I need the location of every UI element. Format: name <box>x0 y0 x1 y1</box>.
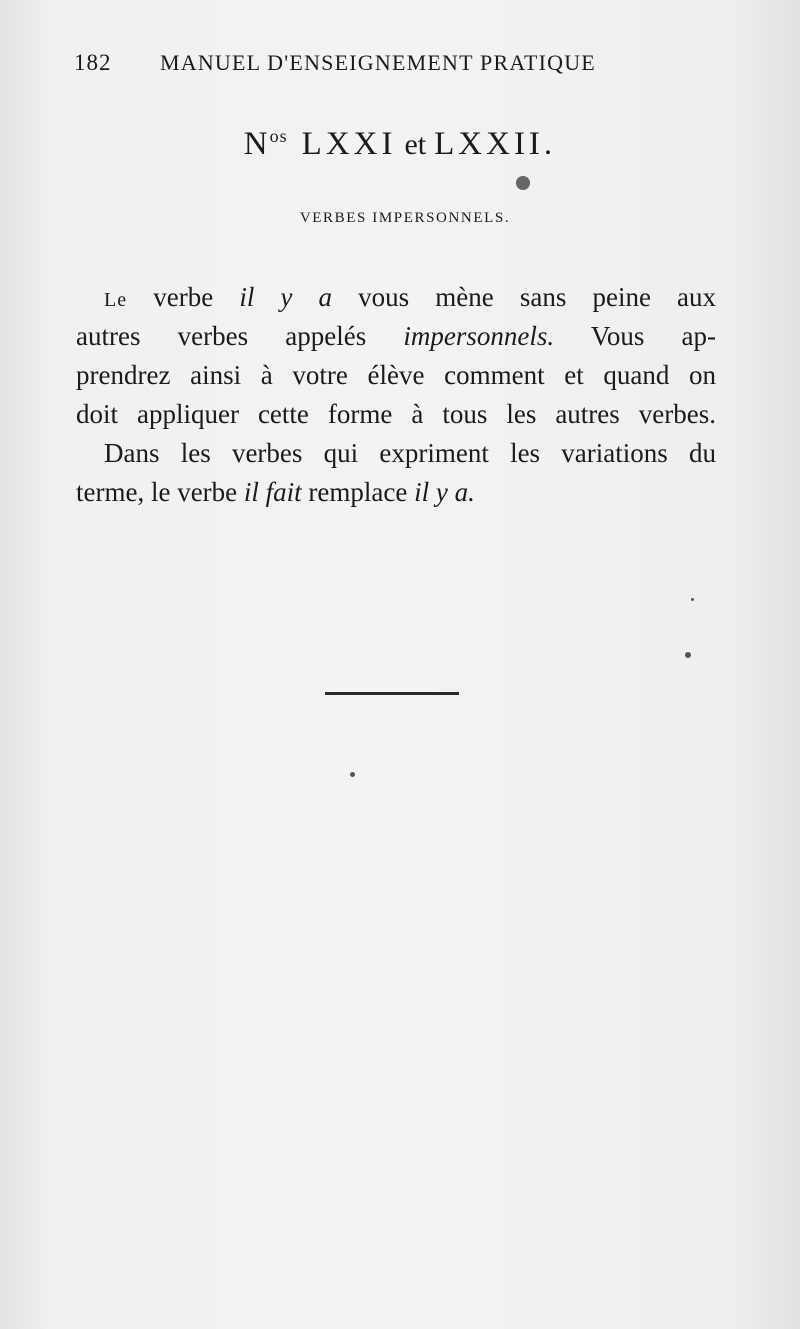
running-head <box>74 50 644 82</box>
paragraph-1-line-3: prendrez ainsi à votre élève comment et quand on <box>76 360 716 390</box>
paper-speck <box>516 176 530 190</box>
section-subtitle: VERBES IMPERSONNELS. <box>299 210 511 226</box>
section-nos: N <box>243 126 270 162</box>
running-title: MANUEL D'ENSEIGNEMENT PRATIQUE <box>160 50 596 75</box>
drop-word: Le <box>104 289 128 311</box>
end-rule <box>325 692 459 695</box>
italic-run: impersonnels. <box>403 321 555 351</box>
paragraph-1-line-4: doit appliquer cette forme à tous les autres verbes. <box>76 399 716 429</box>
paper-speck <box>350 772 355 777</box>
italic-run: il fait <box>243 477 302 507</box>
text-run: Vous ap- <box>590 321 717 351</box>
section-title <box>0 126 800 163</box>
body-text <box>76 278 716 512</box>
paragraph-1-line-2 <box>76 317 716 356</box>
text-run: remplace <box>308 477 408 507</box>
paper-speck <box>691 598 694 601</box>
section-number-second: LXXII. <box>434 126 557 162</box>
paragraph-2-line-1: Dans les verbes qui expriment les variations du <box>104 438 716 468</box>
text-run: verbe <box>153 282 214 312</box>
section-conjunction: et <box>404 128 427 161</box>
text-run: vous mène sans peine aux <box>358 282 717 312</box>
italic-run: il y a. <box>414 477 475 507</box>
text-run: autres verbes appelés <box>76 321 367 351</box>
paragraph-1-line-1 <box>76 278 716 317</box>
paper-speck <box>685 652 691 658</box>
text-run: terme, le verbe <box>76 477 238 507</box>
section-nos-superscript: os <box>269 126 288 146</box>
section-number-first: LXXI <box>301 126 397 162</box>
paragraph-2-line-2 <box>76 473 716 512</box>
page-number: 182 <box>74 50 112 75</box>
italic-run: il y a <box>239 282 333 312</box>
